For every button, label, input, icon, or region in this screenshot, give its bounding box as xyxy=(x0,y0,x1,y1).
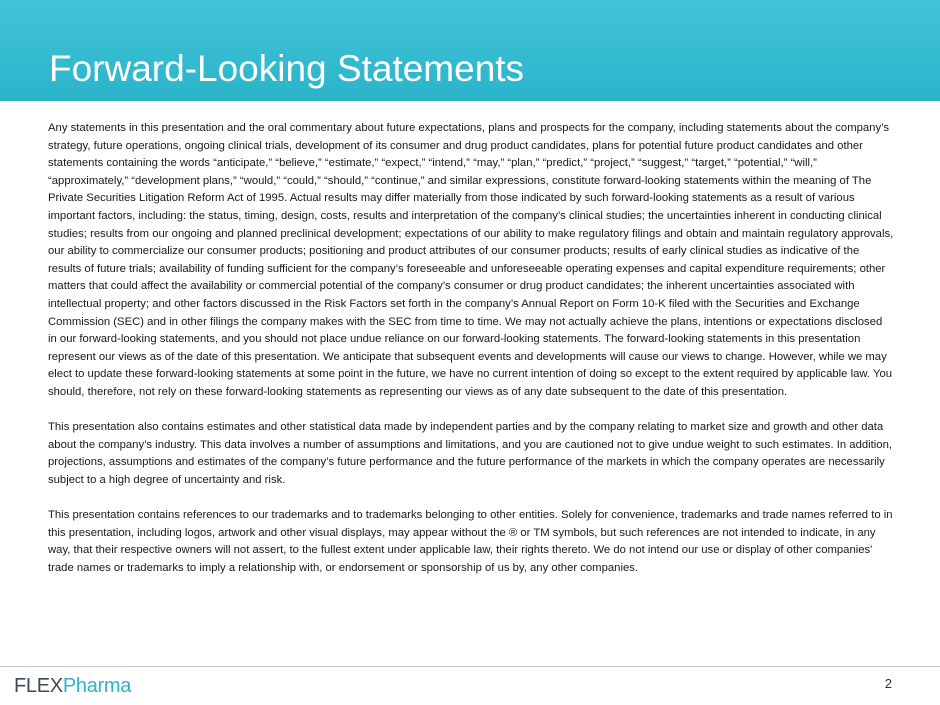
paragraph-forward-looking: Any statements in this presentation and the oral commentary about future expectations, plans and prospects for the company, including statements about the company’s strategy, future operations, ongoing clinical trials, development of its consumer and drug product candidates, plans for potential future product candidates and other statements containing the words “anticipate,” “believe,” “estimate,” “expect,” “intend,” “may,” “plan,” “predict,” “project,” “suggest,” “target,” “potential,” “will,” “approximately,” “development plans,” “would,” “could,” “should,” “continue,” and similar expressions, constitute forward-looking statements within the meaning of The Private Securities Litigation Reform Act of 1995. Actual results may differ materially from those indicated by such forward-looking statements as a result of various important factors, including: the status, timing, design, costs, results and interpretation of the company’s clinical studies; the uncertainties inherent in conducting clinical studies; results from our ongoing and planned preclinical development; expectations of our ability to make regulatory filings and obtain and maintain regulatory approvals, our ability to commercialize our consumer products; positioning and product attributes of our consumer products; results of early clinical studies as indicative of the results of future trials; availability of funding sufficient for the company’s foreseeable and unforeseeable operating expenses and capital expenditure requirements; other matters that could affect the availability or commercial potential of the company’s consumer or drug product candidates; the inherent uncertainties associated with intellectual property; and other factors discussed in the Risk Factors set forth in the company’s Annual Report on Form 10-K filed with the Securities and Exchange Commission (SEC) and in other filings the company makes with the SEC from time to time. We may not actually achieve the plans, intentions or expectations disclosed in our forward-looking statements, and you should not place undue reliance on our forward-looking statements. The forward-looking statements in this presentation represent our views as of the date of this presentation. We anticipate that subsequent events and developments will cause our views to change. However, while we may elect to update these forward-looking statements at some point in the future, we have no current intention of doing so except to the extent required by applicable law. You should, therefore, not rely on these forward-looking statements as representing our views as of any date subsequent to the date of this presentation. xyxy=(48,122,894,398)
paragraph-trademarks: This presentation contains references to our trademarks and to trademarks belonging to other entities. Solely for convenience, trademarks and trade names referred to in this presentation, including logos, artwork and other visual displays, may appear without the ® or TM symbols, but such references are not intended to indicate, in any way, that their respective owners will not assert, to the fullest extent under applicable law, their rights thereto. We do not intend our use or display of other companies' trade names or trademarks to imply a relationship with, or endorsement or sponsorship of us by, any other companies. xyxy=(48,509,893,574)
footer-divider xyxy=(0,666,940,667)
logo-pharma-text: Pharma xyxy=(62,675,132,697)
page-number: 2 xyxy=(884,676,892,691)
page-title: Forward-Looking Statements xyxy=(49,48,525,89)
paragraph-market-data: This presentation also contains estimates and other statistical data made by independent parties and by the company relating to market size and growth and other data about the company’s industry. This data involves a number of assumptions and limitations, and you are cautioned not to give undue weight to such estimates. In addition, projections, assumptions and estimates of the company’s future performance and the future performance of the markets in which the company operates are necessarily subject to a high degree of uncertainty and risk. xyxy=(48,421,893,486)
body-text xyxy=(48,120,894,595)
company-logo xyxy=(14,674,131,698)
logo-flex-text: FLEX xyxy=(14,675,63,697)
